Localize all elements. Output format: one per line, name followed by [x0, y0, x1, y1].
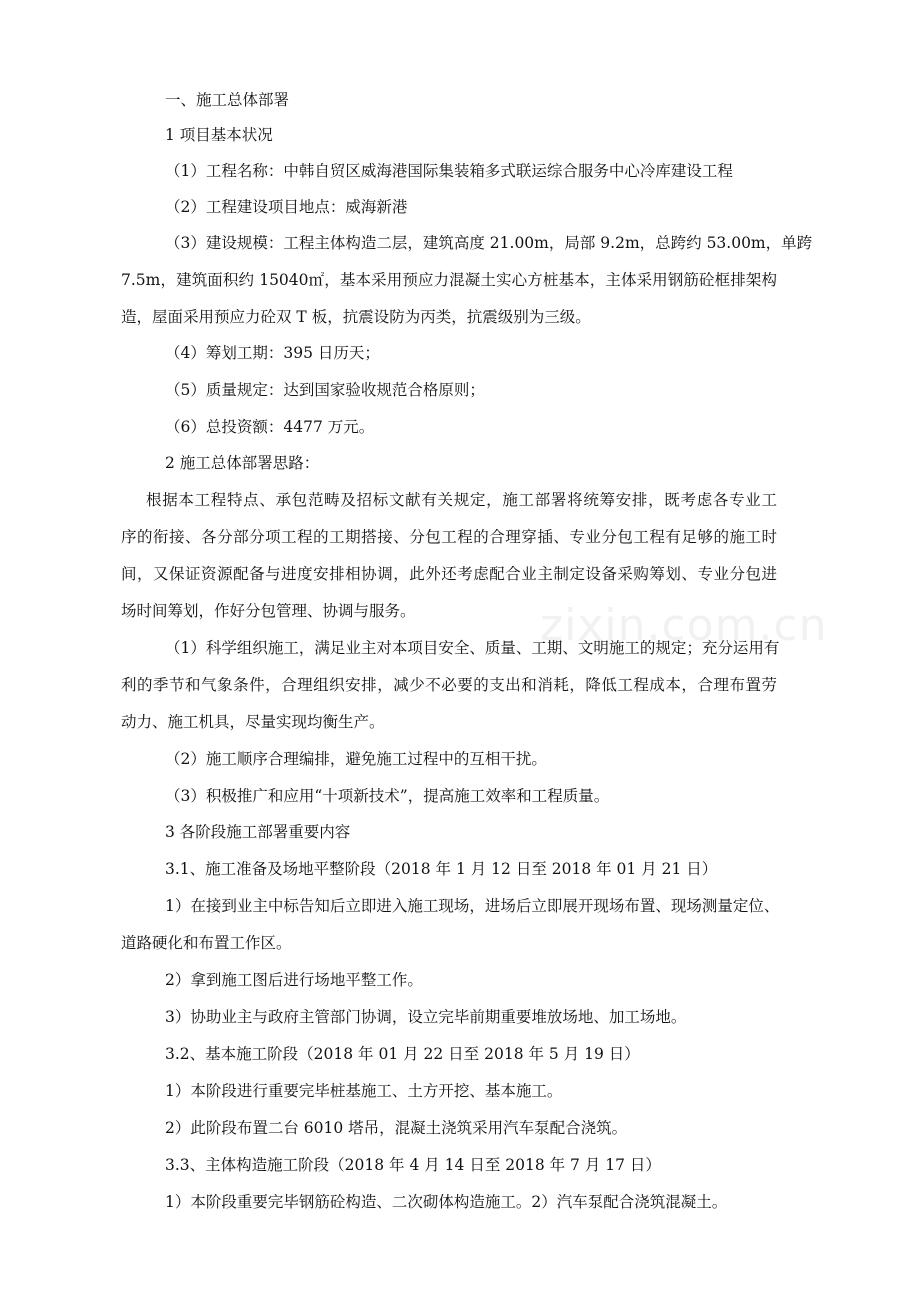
stage1-item1-line: 1）在接到业主中标告知后立即进入施工现场，进场后立即展开现场布置、现场测量定位、 — [165, 897, 780, 915]
section1-title: 1 项目基本状况 — [165, 126, 273, 144]
stage1-item3: 3）协助业主与政府主管部门协调，设立完毕前期重要堆放场地、加工场地。 — [165, 1008, 687, 1026]
project-investment: （6）总投资额：4477 万元。 — [165, 418, 375, 436]
deployment-intro-line: 序的衔接、各分部分项工程的工期搭接、分包工程的合理穿插、专业分包工程有足够的施工时 — [121, 528, 777, 546]
deployment-point1-line: 利的季节和气象条件，合理组织安排，减少不必要的支出和消耗，降低工程成本，合理布置劳 — [121, 676, 777, 694]
deployment-point2: （2）施工顺序合理编排，避免施工过程中的互相干扰。 — [165, 750, 547, 768]
stage2-item1: 1）本阶段进行重要完毕桩基施工、土方开挖、基本施工。 — [165, 1082, 563, 1100]
section-heading: 一、施工总体部署 — [165, 91, 290, 109]
project-scale-line: （3）建设规模：工程主体构造二层，建筑高度 21.00m，局部 9.2m，总跨约 53.00m，单跨 — [165, 234, 813, 252]
project-name: （1）工程名称：中韩自贸区威海港国际集装箱多式联运综合服务中心冷库建设工程 — [165, 162, 733, 180]
deployment-point1-line: （1）科学组织施工，满足业主对本项目安全、质量、工期、文明施工的规定；充分运用有 — [165, 639, 780, 657]
deployment-point3: （3）积极推广和应用“十项新技术”，提高施工效率和工程质量。 — [165, 787, 610, 805]
deployment-intro-line: 间，又保证资源配备与进度安排相协调，此外还考虑配合业主制定设备采购筹划、专业分包进 — [121, 565, 777, 583]
project-location: （2）工程建设项目地点：威海新港 — [165, 198, 408, 216]
stage1-item2: 2）拿到施工图后进行场地平整工作。 — [165, 971, 423, 989]
project-scale-line: 造，屋面采用预应力砼双 T 板，抗震设防为丙类，抗震级别为三级。 — [121, 308, 591, 326]
stage2-title: 3.2、基本施工阶段（2018 年 01 月 22 日至 2018 年 5 月 19 日） — [165, 1045, 640, 1063]
stage3-title: 3.3、主体构造施工阶段（2018 年 4 月 14 日至 2018 年 7 月 17 日） — [165, 1156, 661, 1174]
deployment-point1-line: 动力、施工机具，尽量实现均衡生产。 — [121, 713, 385, 731]
project-quality: （5）质量规定：达到国家验收规范合格原则； — [165, 381, 485, 399]
deployment-intro-line: 根据本工程特点、承包范畴及招标文献有关规定，施工部署将统筹安排，既考虑各专业工 — [146, 491, 777, 509]
watermark: zixin.com.cn — [540, 600, 828, 651]
section3-title: 3 各阶段施工部署重要内容 — [165, 823, 351, 841]
deployment-intro-line: 场时间筹划，作好分包管理、协调与服务。 — [121, 602, 416, 620]
stage1-item1-line: 道路硬化和布置工作区。 — [121, 934, 292, 952]
section2-title: 2 施工总体部署思路： — [165, 454, 320, 472]
project-scale-line: 7.5m，建筑面积约 15040㎡，基本采用预应力混凝土实心方桩基本，主体采用钢筋砼框排架构 — [121, 271, 777, 289]
project-duration: （4）筹划工期：395 日历天； — [165, 344, 380, 362]
stage3-item1: 1）本阶段重要完毕钢筋砼构造、二次砌体构造施工。2）汽车泵配合浇筑混凝土。 — [165, 1193, 728, 1211]
stage1-title: 3.1、施工准备及场地平整阶段（2018 年 1 月 12 日至 2018 年 01 月 21 日） — [165, 860, 718, 878]
stage2-item2: 2）此阶段布置二台 6010 塔吊，混凝土浇筑采用汽车泵配合浇筑。 — [165, 1119, 628, 1137]
